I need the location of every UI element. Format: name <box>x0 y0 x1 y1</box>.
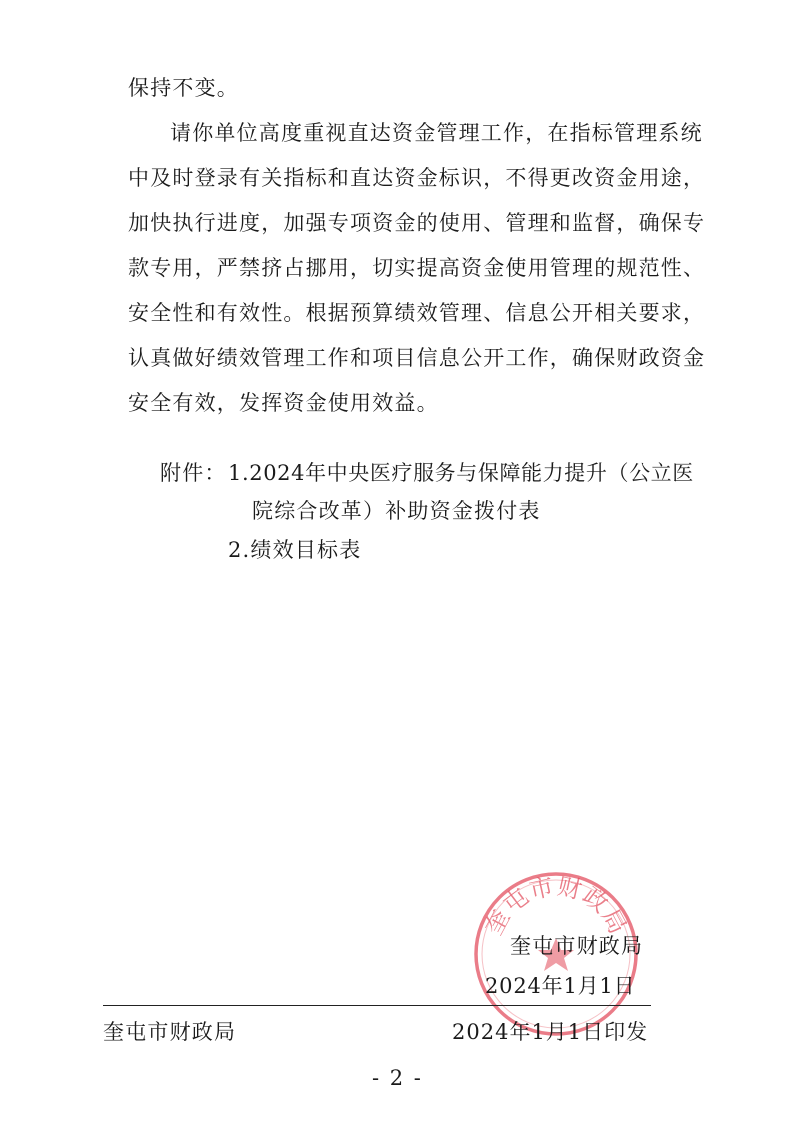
body-line-4: 加快执行进度，加强专项资金的使用、管理和监督，确保专 <box>128 211 706 235</box>
signature-org: 奎屯市财政局 <box>510 934 644 958</box>
footer-divider <box>103 1005 651 1006</box>
footer-issue-date: 2024年1月1日印发 <box>452 1020 649 1044</box>
attachment-label: 附件： <box>160 461 227 485</box>
body-line-3: 中及时登录有关指标和直达资金标识，不得更改资金用途， <box>128 166 706 190</box>
body-line-6: 安全性和有效性。根据预算绩效管理、信息公开相关要求， <box>128 301 706 325</box>
body-line-2: 请你单位高度重视直达资金管理工作，在指标管理系统 <box>170 121 703 145</box>
body-line-1: 保持不变。 <box>128 76 239 100</box>
body-line-7: 认真做好绩效管理工作和项目信息公开工作，确保财政资金 <box>128 346 706 370</box>
body-line-5: 款专用，严禁挤占挪用，切实提高资金使用管理的规范性、 <box>128 256 706 280</box>
attachment-item-2: 2.绩效目标表 <box>228 538 362 562</box>
signature-date: 2024年1月1日 <box>485 974 636 998</box>
seal-text: 奎屯市财政局 <box>479 872 633 940</box>
svg-text:奎屯市财政局 <box>480 872 633 939</box>
body-line-8: 安全有效，发挥资金使用效益。 <box>128 391 439 415</box>
attachment-item-1-line-1: 1.2024年中央医疗服务与保障能力提升（公立医 <box>228 461 694 485</box>
footer-org: 奎屯市财政局 <box>103 1020 237 1044</box>
attachment-item-1-line-2: 院综合改革）补助资金拨付表 <box>252 499 541 523</box>
page-number: - 2 - <box>372 1066 423 1090</box>
